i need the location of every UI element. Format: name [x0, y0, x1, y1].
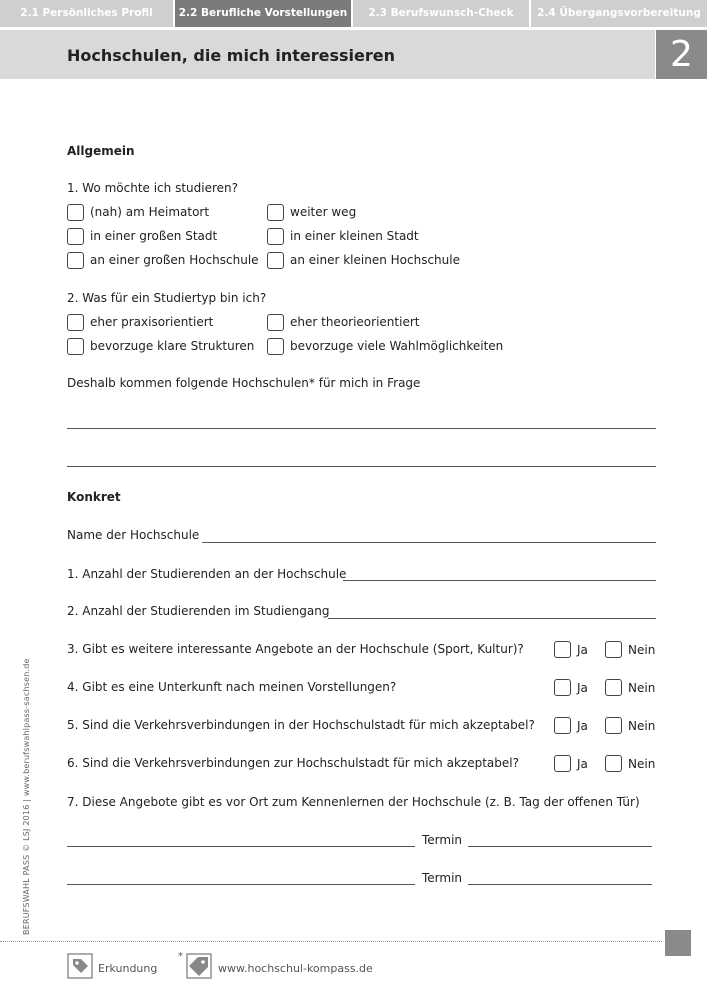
anzahl-hochschule-line[interactable] [343, 580, 656, 581]
option-label: in einer großen Stadt [90, 229, 218, 243]
checkbox-heimatort[interactable] [67, 204, 84, 221]
checkbox-kleine-hochschule[interactable] [267, 252, 284, 269]
termin-label: Termin [422, 833, 463, 847]
nein-label: Nein [628, 757, 656, 771]
termin-line[interactable] [468, 846, 652, 847]
checkbox-kleine-stadt[interactable] [267, 228, 284, 245]
tag-icon [67, 953, 93, 979]
checkbox-nein[interactable] [605, 679, 622, 696]
checkbox-ja[interactable] [554, 717, 571, 734]
conclusion-text: Deshalb kommen folgende Hochschulen* für mich in Frage [67, 376, 421, 390]
option-label: weiter weg [290, 205, 357, 219]
question-angebote: 3. Gibt es weitere interessante Angebote an der Hochschule (Sport, Kultur)? [67, 642, 524, 656]
page-header [0, 30, 655, 79]
section-heading-konkret: Konkret [67, 490, 121, 504]
anzahl-studiengang-line[interactable] [328, 618, 656, 619]
angebot-line[interactable] [67, 884, 415, 885]
termin-label: Termin [422, 871, 463, 885]
option-label: bevorzuge viele Wahlmöglichkeiten [290, 339, 504, 353]
checkbox-grosse-hochschule[interactable] [67, 252, 84, 269]
question-unterkunft: 4. Gibt es eine Unterkunft nach meinen Vorstellungen? [67, 680, 397, 694]
checkbox-klare-strukturen[interactable] [67, 338, 84, 355]
checkbox-ja[interactable] [554, 641, 571, 658]
name-hochschule-label: Name der Hochschule [67, 528, 200, 542]
question-kennenlernen: 7. Diese Angebote gibt es vor Ort zum Kennenlernen der Hochschule (z. B. Tag der offenen Tür) [67, 795, 640, 809]
checkbox-wahlmoeglichkeiten[interactable] [267, 338, 284, 355]
option-label: eher praxisorientiert [90, 315, 214, 329]
checkbox-nein[interactable] [605, 755, 622, 772]
anzahl-hochschule-label: 1. Anzahl der Studierenden an der Hochschule [67, 567, 347, 581]
tab-persoenliches-profil[interactable]: 2.1 Persönliches Profil [0, 0, 173, 27]
link-tag-icon [186, 953, 212, 979]
tab-berufswunsch-check[interactable]: 2.3 Berufswunsch-Check [353, 0, 529, 27]
checkbox-weiter-weg[interactable] [267, 204, 284, 221]
ja-label: Ja [577, 719, 588, 733]
checkbox-nein[interactable] [605, 717, 622, 734]
nein-label: Nein [628, 643, 656, 657]
question-verkehr-zur: 6. Sind die Verkehrsverbindungen zur Hochschulstadt für mich akzeptabel? [67, 756, 519, 770]
question-verkehr-in: 5. Sind die Verkehrsverbindungen in der Hochschulstadt für mich akzeptabel? [67, 718, 535, 732]
footer-divider [0, 941, 662, 942]
option-label: in einer kleinen Stadt [290, 229, 419, 243]
ja-label: Ja [577, 681, 588, 695]
section-tabs [0, 0, 707, 27]
chapter-number: 2 [656, 30, 707, 79]
checkbox-ja[interactable] [554, 755, 571, 772]
answer-line[interactable] [67, 428, 656, 429]
sidebar-copyright: BERUFSWAHL PASS © LSJ 2016 | www.berufswahlpass-sachsen.de [22, 658, 31, 935]
angebot-line[interactable] [67, 846, 415, 847]
option-label: an einer kleinen Hochschule [290, 253, 460, 267]
anzahl-studiengang-label: 2. Anzahl der Studierenden im Studiengang [67, 604, 330, 618]
question-wo-studieren: 1. Wo möchte ich studieren? [67, 181, 238, 195]
question-studiertyp: 2. Was für ein Studiertyp bin ich? [67, 291, 267, 305]
option-label: an einer großen Hochschule [90, 253, 259, 267]
termin-line[interactable] [468, 884, 652, 885]
checkbox-nein[interactable] [605, 641, 622, 658]
tab-berufliche-vorstellungen[interactable]: 2.2 Berufliche Vorstellungen [175, 0, 351, 27]
nein-label: Nein [628, 719, 656, 733]
checkbox-praxisorientiert[interactable] [67, 314, 84, 331]
checkbox-theorieorientiert[interactable] [267, 314, 284, 331]
option-label: (nah) am Heimatort [90, 205, 210, 219]
option-label: bevorzuge klare Strukturen [90, 339, 255, 353]
tab-uebergangsvorbereitung[interactable]: 2.4 Übergangsvorbereitung [531, 0, 707, 27]
answer-line[interactable] [67, 466, 656, 467]
section-heading-allgemein: Allgemein [67, 144, 135, 158]
nein-label: Nein [628, 681, 656, 695]
option-label: eher theorieorientiert [290, 315, 420, 329]
page-marker [665, 930, 691, 956]
checkbox-ja[interactable] [554, 679, 571, 696]
footer-erkundung: Erkundung [98, 962, 158, 975]
page-title: Hochschulen, die mich interessieren [67, 46, 396, 65]
ja-label: Ja [577, 757, 588, 771]
ja-label: Ja [577, 643, 588, 657]
footer-url[interactable]: www.hochschul-kompass.de [218, 962, 373, 975]
name-hochschule-line[interactable] [202, 542, 656, 543]
footer-asterisk: * [178, 951, 183, 962]
checkbox-grosse-stadt[interactable] [67, 228, 84, 245]
